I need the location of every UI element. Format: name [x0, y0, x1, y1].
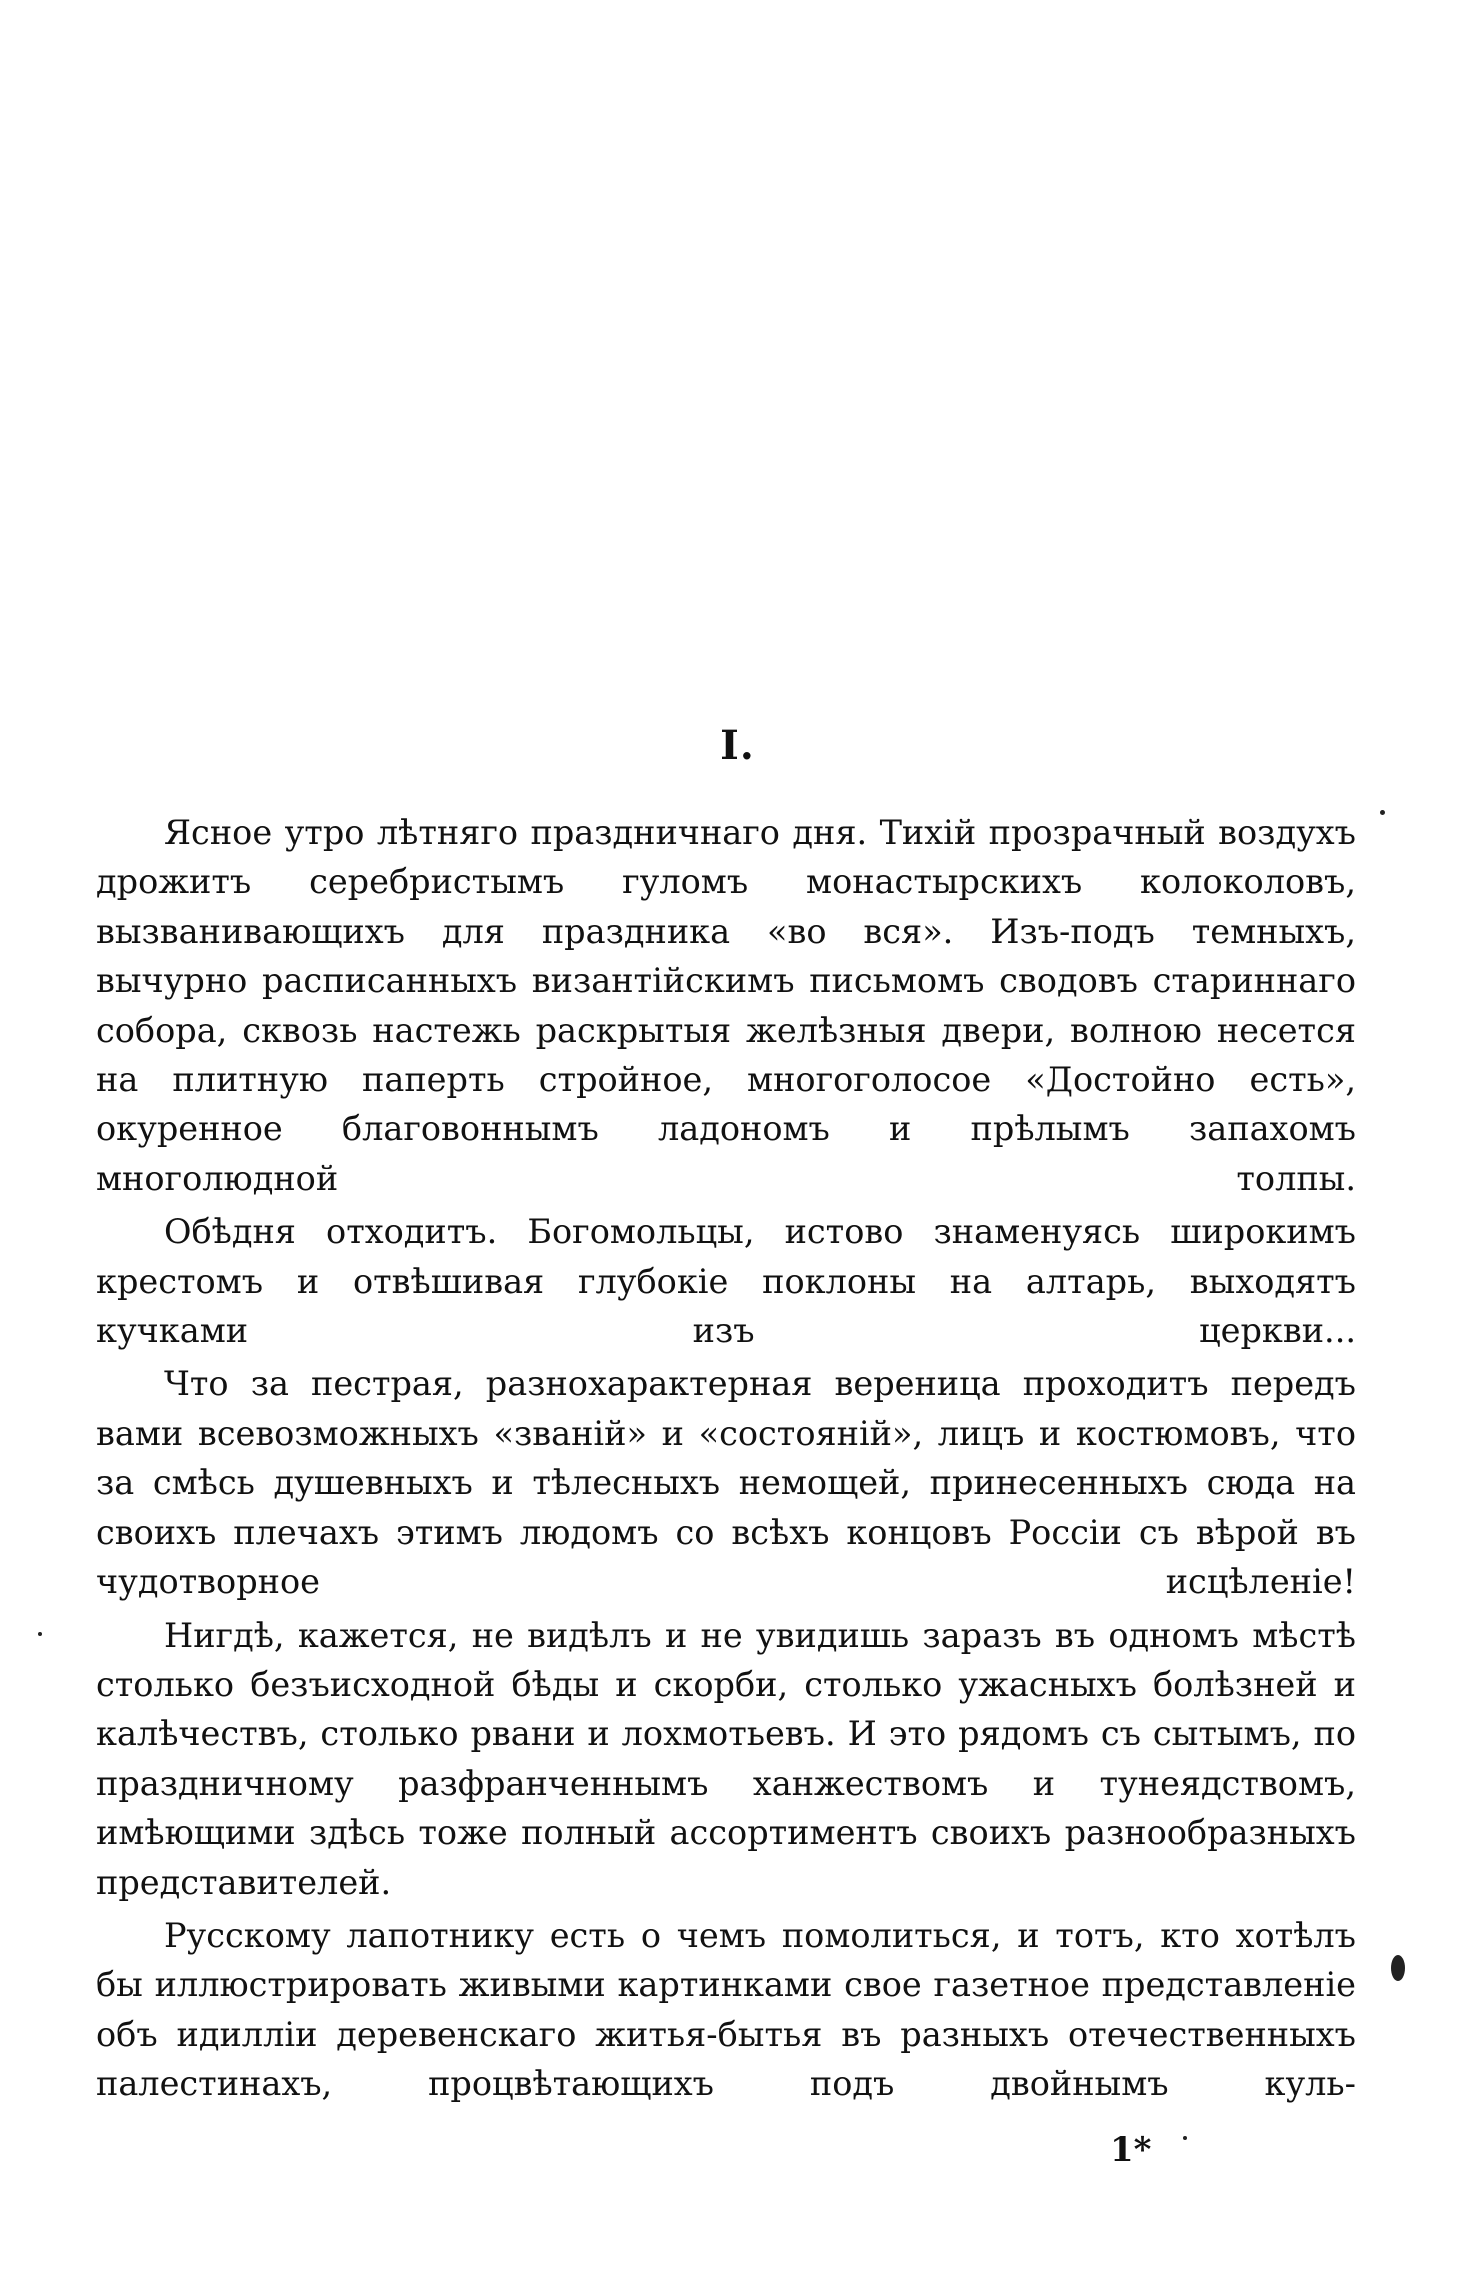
paragraph: Нигдѣ, кажется, не видѣлъ и не увидишь заразъ въ одномъ мѣстѣ столько безъисходной бѣды и скорби, столько ужасныхъ болѣзней и калѣчествъ, столько рвани и лохмотьевъ. И это рядомъ съ сытымъ, по праздничному разфранченнымъ ханжествомъ и тунеядствомъ, имѣющими здѣсь тоже полный ассортиментъ своихъ разнообразныхъ представителей. [96, 1615, 1356, 1902]
ink-speck [1183, 2136, 1187, 2140]
ink-speck [1380, 810, 1385, 815]
paragraph: Что за пестрая, разнохарактерная вереница проходитъ передъ вами всевозможныхъ «званій» и «состояній», лицъ и костюмовъ, что за смѣсь душевныхъ и тѣлесныхъ немощей, принесенныхъ сюда на своихъ плечахъ этимъ людомъ со всѣхъ концовъ Россіи съ вѣрой въ чудотворное исцѣленіе! [96, 1364, 1356, 1602]
paragraph: Русскому лапотнику есть о чемъ помолиться, и тотъ, кто хотѣлъ бы иллюстрировать живыми картинками свое газетное представленіе объ идилліи деревенскаго житья-бытья въ разныхъ отечественныхъ палестинахъ, процвѣтающихъ подъ двойнымъ куль- [96, 1915, 1356, 2104]
paragraph: Обѣдня отходитъ. Богомольцы, истово знаменуясь широкимъ крестомъ и отвѣшивая глубокіе поклоны на алтарь, выходятъ кучками изъ церкви... [96, 1212, 1356, 1351]
paragraph: Ясное утро лѣтняго праздничнаго дня. Тихій прозрачный воздухъ дрожитъ серебристымъ гуломъ монастырскихъ колоколовъ, вызванивающихъ для праздника «во вся». Изъ-подъ темныхъ, вычурно расписанныхъ византійскимъ письмомъ сводовъ стариннаго собора, сквозь настежь раскрытыя желѣзныя двери, волною несется на плитную паперть стройное, многоголосое «Достойно есть», окуренное благовоннымъ ладономъ и прѣлымъ запахомъ многолюдной толпы. [96, 813, 1356, 1198]
body-text [96, 808, 1356, 2113]
ink-speck [1391, 1955, 1405, 1981]
chapter-heading: I. [720, 722, 755, 769]
page-signature-mark: 1* [1110, 2130, 1152, 2170]
ink-speck [38, 1632, 42, 1636]
